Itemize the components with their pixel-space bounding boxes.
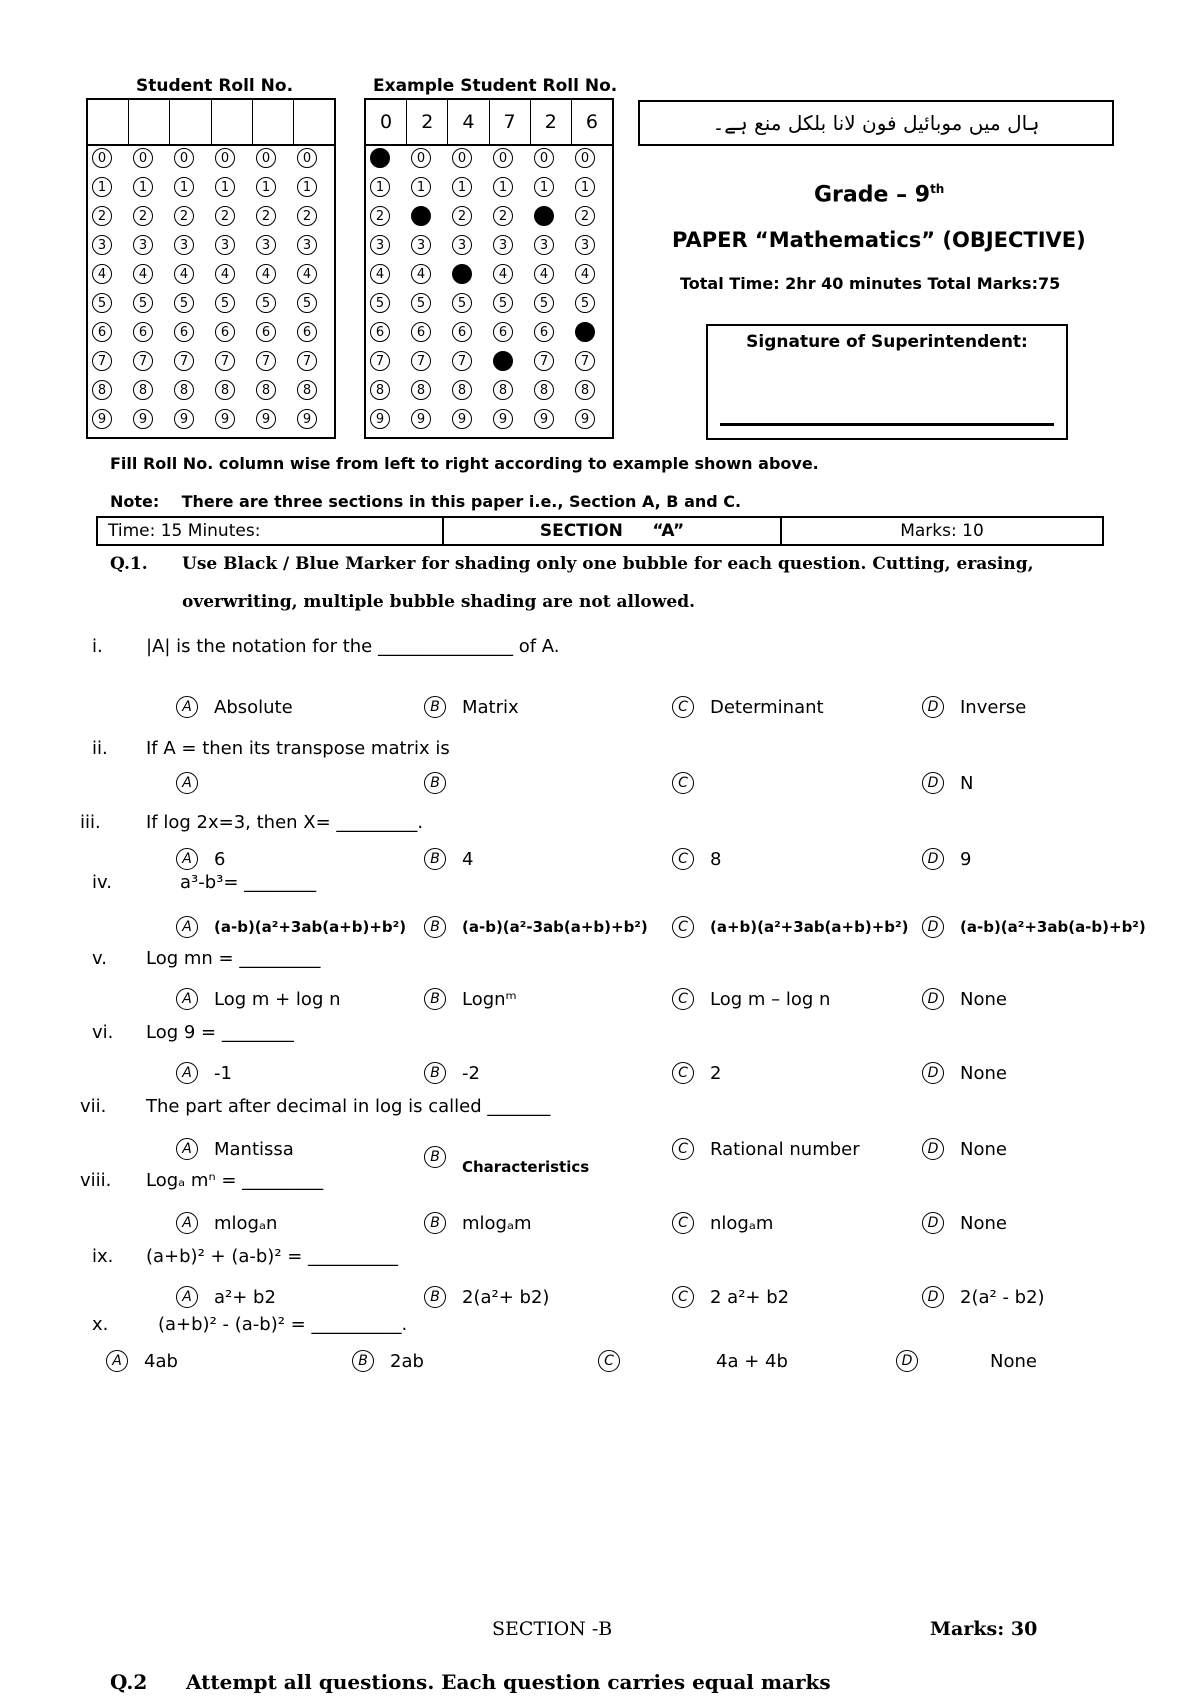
- bubble-digit[interactable]: 8: [297, 380, 317, 400]
- bubble-digit: 4: [534, 264, 554, 284]
- bubble-digit[interactable]: 3: [297, 235, 317, 255]
- option-label: nlogₐm: [710, 1212, 774, 1234]
- bubble-digit: 3: [575, 235, 595, 255]
- example-digit-box: 6: [585, 111, 598, 133]
- bubble-digit[interactable]: 4: [174, 264, 194, 284]
- option-label: 2(a²+ b2): [462, 1286, 550, 1308]
- section-a-time: Time: 15 Minutes:: [98, 518, 444, 544]
- option-a[interactable]: [176, 696, 293, 718]
- bubble-digit: 9: [575, 409, 595, 429]
- bubble-digit[interactable]: 3: [256, 235, 276, 255]
- signature-box[interactable]: [706, 324, 1068, 440]
- example-digit-box: 7: [490, 100, 531, 144]
- option-a[interactable]: [106, 1350, 178, 1372]
- option-bubble[interactable]: C: [672, 696, 694, 718]
- bubble-digit[interactable]: 6: [215, 322, 235, 342]
- option-label: 8: [710, 848, 722, 870]
- option-label: 6: [214, 848, 226, 870]
- bubble-digit[interactable]: 9: [92, 409, 112, 429]
- bubble-digit: 9: [493, 409, 513, 429]
- bubble-digit: 0: [534, 148, 554, 168]
- option-label: (a-b)(a²-3ab(a+b)+b²): [462, 918, 648, 936]
- bubble-digit[interactable]: 6: [174, 322, 194, 342]
- example-digit-box: 2: [407, 100, 448, 144]
- bubble-digit[interactable]: 0: [215, 148, 235, 168]
- bubble-digit[interactable]: 5: [215, 293, 235, 313]
- question-text: Logₐ mⁿ = _________: [146, 1170, 324, 1191]
- bubble-digit[interactable]: 7: [215, 351, 235, 371]
- option-bubble[interactable]: A: [176, 1212, 198, 1234]
- bubble-digit: 5: [370, 293, 390, 313]
- option-label: Absolute: [214, 696, 293, 718]
- option-d[interactable]: [922, 1286, 1045, 1308]
- roll-digit-box[interactable]: [253, 100, 294, 144]
- option-b[interactable]: [424, 1062, 480, 1084]
- question-text: (a+b)² + (a-b)² = __________: [146, 1246, 399, 1267]
- bubble-digit: 1: [493, 177, 513, 197]
- bubble-digit: 1: [452, 177, 472, 197]
- option-label: 2(a² - b2): [960, 1286, 1045, 1308]
- option-b[interactable]: [424, 988, 517, 1010]
- bubble-digit: 7: [575, 351, 595, 371]
- option-label: (a+b)(a²+3ab(a+b)+b²): [710, 918, 909, 936]
- option-a[interactable]: [176, 848, 225, 870]
- option-bubble[interactable]: C: [672, 916, 694, 938]
- option-d[interactable]: [922, 988, 1007, 1010]
- mobile-ban-notice: ہال میں موبائیل فون لانا بلکل منع ہے۔: [638, 100, 1114, 146]
- option-bubble[interactable]: C: [672, 988, 694, 1010]
- option-bubble[interactable]: C: [598, 1350, 620, 1372]
- option-label: 4a + 4b: [716, 1350, 788, 1372]
- option-bubble[interactable]: A: [106, 1350, 128, 1372]
- option-label: -2: [462, 1062, 480, 1084]
- bubble-digit[interactable]: 8: [256, 380, 276, 400]
- option-c[interactable]: [672, 772, 710, 794]
- question-number: ix.: [92, 1246, 114, 1267]
- option-bubble[interactable]: D: [922, 1138, 944, 1160]
- option-d[interactable]: [922, 848, 971, 870]
- bubble-digit[interactable]: 4: [215, 264, 235, 284]
- bubble-digit: 2: [370, 206, 390, 226]
- option-a[interactable]: [176, 1286, 276, 1308]
- question-number: vi.: [92, 1022, 114, 1043]
- bubble-digit: 0: [575, 148, 595, 168]
- option-bubble[interactable]: A: [176, 1138, 198, 1160]
- option-c[interactable]: [672, 1212, 773, 1234]
- bubble-digit: 6: [452, 322, 472, 342]
- bubble-digit: 4: [411, 264, 431, 284]
- bubble-digit: 6: [411, 322, 431, 342]
- bubble-digit: 6: [493, 322, 513, 342]
- bubble-digit: 3: [452, 235, 472, 255]
- bubble-digit: 4: [493, 264, 513, 284]
- option-label: -1: [214, 1062, 232, 1084]
- bubble-digit[interactable]: 2: [297, 206, 317, 226]
- option-bubble[interactable]: B: [424, 772, 446, 794]
- bubble-digit: 0: [452, 148, 472, 168]
- option-label: Log m – log n: [710, 988, 831, 1010]
- example-digit-box: 0: [366, 100, 407, 144]
- option-bubble[interactable]: C: [672, 772, 694, 794]
- bubble-digit[interactable]: 7: [256, 351, 276, 371]
- bubble-digit: 2: [493, 206, 513, 226]
- option-label: Matrix: [462, 696, 519, 718]
- bubble-digit[interactable]: 3: [215, 235, 235, 255]
- bubble-filled: [411, 206, 431, 226]
- question-text: |A| is the notation for the _______________ of A.: [146, 636, 560, 657]
- option-bubble[interactable]: D: [896, 1350, 918, 1372]
- option-bubble[interactable]: B: [424, 1062, 446, 1084]
- option-bubble[interactable]: D: [922, 1062, 944, 1084]
- bubble-digit[interactable]: 8: [133, 380, 153, 400]
- option-d[interactable]: [922, 1138, 1007, 1160]
- bubble-digit: 8: [493, 380, 513, 400]
- bubble-digit[interactable]: 6: [133, 322, 153, 342]
- question-number: iii.: [80, 812, 101, 833]
- bubble-digit: 9: [370, 409, 390, 429]
- question-text: Log mn = _________: [146, 948, 321, 969]
- bubble-digit: 8: [534, 380, 554, 400]
- roll-digit-box[interactable]: [294, 100, 334, 144]
- bubble-digit[interactable]: 9: [133, 409, 153, 429]
- bubble-digit[interactable]: 8: [174, 380, 194, 400]
- bubble-digit[interactable]: 1: [297, 177, 317, 197]
- section-b-marks: Marks: 30: [930, 1618, 1038, 1640]
- bubble-digit: 8: [370, 380, 390, 400]
- option-d[interactable]: [922, 1212, 1007, 1234]
- option-label: Log m + log n: [214, 988, 341, 1010]
- bubble-digit[interactable]: 0: [256, 148, 276, 168]
- question-number: i.: [92, 636, 103, 657]
- bubble-digit: 5: [534, 293, 554, 313]
- option-b[interactable]: [352, 1350, 424, 1372]
- option-bubble[interactable]: A: [176, 848, 198, 870]
- option-b[interactable]: [424, 1286, 549, 1308]
- question-text: If log 2x=3, then X= _________.: [146, 812, 424, 833]
- option-label: 2ab: [390, 1350, 424, 1372]
- option-b[interactable]: [424, 1212, 532, 1234]
- option-bubble[interactable]: B: [352, 1350, 374, 1372]
- option-d[interactable]: [922, 696, 1026, 718]
- option-bubble[interactable]: B: [424, 1212, 446, 1234]
- bubble-digit: 5: [493, 293, 513, 313]
- bubble-digit[interactable]: 5: [174, 293, 194, 313]
- bubble-digit: 9: [411, 409, 431, 429]
- option-d[interactable]: [896, 1350, 1037, 1372]
- bubble-digit[interactable]: 6: [256, 322, 276, 342]
- option-a[interactable]: [176, 772, 214, 794]
- bubble-digit[interactable]: 1: [174, 177, 194, 197]
- option-bubble[interactable]: D: [922, 848, 944, 870]
- bubble-digit: 5: [411, 293, 431, 313]
- option-b[interactable]: [424, 916, 648, 938]
- bubble-digit[interactable]: 3: [92, 235, 112, 255]
- student-roll-grid[interactable]: [86, 98, 336, 439]
- option-bubble[interactable]: D: [922, 1212, 944, 1234]
- bubble-digit[interactable]: 3: [133, 235, 153, 255]
- bubble-digit: 0: [493, 148, 513, 168]
- roll-instruction: Fill Roll No. column wise from left to right according to example shown above.: [110, 454, 819, 473]
- example-roll-grid: [364, 98, 614, 439]
- bubble-digit[interactable]: 1: [256, 177, 276, 197]
- bubble-digit[interactable]: 7: [174, 351, 194, 371]
- option-c[interactable]: [672, 988, 830, 1010]
- bubble-digit[interactable]: 3: [174, 235, 194, 255]
- bubble-digit[interactable]: 0: [297, 148, 317, 168]
- option-a[interactable]: [176, 1062, 232, 1084]
- q2-number: Q.2: [110, 1670, 148, 1694]
- bubble-digit[interactable]: 2: [92, 206, 112, 226]
- question-number: iv.: [92, 872, 112, 893]
- bubble-digit[interactable]: 5: [92, 293, 112, 313]
- q1-number: Q.1.: [110, 554, 148, 574]
- roll-digit-box[interactable]: [170, 100, 211, 144]
- option-bubble[interactable]: A: [176, 988, 198, 1010]
- option-label: (a-b)(a²+3ab(a-b)+b²): [960, 918, 1146, 936]
- question-text: Log 9 = ________: [146, 1022, 294, 1043]
- bubble-digit: 1: [411, 177, 431, 197]
- option-d[interactable]: [922, 772, 973, 794]
- bubble-digit: 7: [411, 351, 431, 371]
- bubble-digit: 7: [452, 351, 472, 371]
- bubble-digit[interactable]: 9: [256, 409, 276, 429]
- option-b[interactable]: [424, 772, 462, 794]
- q1-text-line1: Use Black / Blue Marker for shading only one bubble for each question. Cutting, erasing,: [182, 554, 1034, 574]
- bubble-digit: 5: [575, 293, 595, 313]
- bubble-digit[interactable]: 1: [215, 177, 235, 197]
- bubble-digit: 6: [534, 322, 554, 342]
- bubble-filled: [370, 148, 390, 168]
- option-label: None: [960, 1138, 1007, 1160]
- student-roll-label: Student Roll No.: [136, 76, 294, 96]
- option-b[interactable]: [424, 848, 473, 870]
- bubble-digit[interactable]: 5: [256, 293, 276, 313]
- bubble-digit: 2: [452, 206, 472, 226]
- paper-title: PAPER “Mathematics” (OBJECTIVE): [672, 228, 1086, 252]
- option-label: Rational number: [710, 1138, 860, 1160]
- bubble-digit: 4: [575, 264, 595, 284]
- section-a-title: SECTION “A”: [444, 518, 782, 544]
- option-bubble[interactable]: D: [922, 696, 944, 718]
- option-bubble[interactable]: A: [176, 772, 198, 794]
- example-digit-box: 2: [531, 100, 572, 144]
- bubble-digit: 1: [534, 177, 554, 197]
- option-bubble[interactable]: B: [424, 696, 446, 718]
- bubble-digit: 7: [370, 351, 390, 371]
- bubble-digit[interactable]: 2: [174, 206, 194, 226]
- bubble-digit[interactable]: 4: [92, 264, 112, 284]
- option-bubble[interactable]: B: [424, 1286, 446, 1308]
- option-d[interactable]: [922, 1062, 1007, 1084]
- option-a[interactable]: [176, 988, 341, 1010]
- option-label: 4ab: [144, 1350, 178, 1372]
- bubble-digit[interactable]: 8: [215, 380, 235, 400]
- option-label: Mantissa: [214, 1138, 294, 1160]
- option-bubble[interactable]: D: [922, 916, 944, 938]
- bubble-digit[interactable]: 9: [174, 409, 194, 429]
- bubble-digit: 3: [493, 235, 513, 255]
- bubble-digit[interactable]: 4: [133, 264, 153, 284]
- option-b[interactable]: [424, 1138, 589, 1176]
- bubble-digit[interactable]: 0: [174, 148, 194, 168]
- section-a-header: [96, 516, 1104, 546]
- bubble-digit: 9: [534, 409, 554, 429]
- question-number: ii.: [92, 738, 108, 759]
- option-label: Characteristics: [462, 1158, 590, 1176]
- bubble-digit: 3: [534, 235, 554, 255]
- bubble-digit[interactable]: 1: [92, 177, 112, 197]
- option-label: 4: [462, 848, 474, 870]
- bubble-digit[interactable]: 5: [297, 293, 317, 313]
- option-bubble[interactable]: A: [176, 1062, 198, 1084]
- option-c[interactable]: [672, 1138, 860, 1160]
- roll-digit-box[interactable]: [129, 100, 170, 144]
- section-b-title: SECTION -B: [492, 1618, 613, 1640]
- question-text: If A = then its transpose matrix is: [146, 738, 450, 759]
- section-a-marks: Marks: 10: [900, 521, 984, 541]
- option-bubble[interactable]: B: [424, 848, 446, 870]
- question-text: The part after decimal in log is called _______: [146, 1096, 551, 1117]
- bubble-digit[interactable]: 9: [215, 409, 235, 429]
- bubble-digit[interactable]: 4: [256, 264, 276, 284]
- option-label: 2 a²+ b2: [710, 1286, 790, 1308]
- option-bubble[interactable]: D: [922, 988, 944, 1010]
- bubble-digit: 5: [452, 293, 472, 313]
- bubble-digit[interactable]: 6: [92, 322, 112, 342]
- option-bubble[interactable]: C: [672, 1138, 694, 1160]
- option-label: 2: [710, 1062, 722, 1084]
- roll-digit-box[interactable]: [212, 100, 253, 144]
- option-bubble[interactable]: D: [922, 772, 944, 794]
- option-b[interactable]: [424, 696, 519, 718]
- bubble-filled: [534, 206, 554, 226]
- bubble-digit[interactable]: 2: [256, 206, 276, 226]
- bubble-digit[interactable]: 5: [133, 293, 153, 313]
- bubble-digit: 1: [575, 177, 595, 197]
- bubble-digit[interactable]: 8: [92, 380, 112, 400]
- option-label: a²+ b2: [214, 1286, 276, 1308]
- bubble-digit[interactable]: 7: [133, 351, 153, 371]
- question-text: a³-b³= ________: [180, 872, 317, 893]
- grade-label: Grade – 9th: [814, 182, 945, 208]
- option-c[interactable]: [672, 1062, 721, 1084]
- example-digit-box: 4: [448, 100, 489, 144]
- option-c[interactable]: [672, 696, 824, 718]
- option-label: None: [960, 1212, 1007, 1234]
- bubble-digit: 1: [370, 177, 390, 197]
- option-c[interactable]: [672, 848, 721, 870]
- option-bubble[interactable]: A: [176, 696, 198, 718]
- option-bubble[interactable]: B: [424, 916, 446, 938]
- roll-digit-box[interactable]: [88, 100, 129, 144]
- bubble-digit: 8: [411, 380, 431, 400]
- bubble-digit: 7: [534, 351, 554, 371]
- question-number: v.: [92, 948, 107, 969]
- option-label: None: [960, 988, 1007, 1010]
- bubble-digit[interactable]: 1: [133, 177, 153, 197]
- bubble-filled: [575, 322, 595, 342]
- option-a[interactable]: [176, 1138, 294, 1160]
- option-bubble[interactable]: B: [424, 1146, 446, 1168]
- bubble-digit[interactable]: 2: [215, 206, 235, 226]
- signature-label: Signature of Superintendent:: [746, 332, 1028, 352]
- bubble-digit: 8: [575, 380, 595, 400]
- bubble-digit[interactable]: 2: [133, 206, 153, 226]
- bubble-digit: 9: [452, 409, 472, 429]
- bubble-digit[interactable]: 9: [297, 409, 317, 429]
- bubble-digit: 3: [370, 235, 390, 255]
- bubble-digit: 4: [370, 264, 390, 284]
- note: Note: There are three sections in this paper i.e., Section A, B and C.: [110, 492, 742, 511]
- option-label: None: [990, 1350, 1037, 1372]
- option-c[interactable]: [598, 1350, 788, 1372]
- question-number: x.: [92, 1314, 109, 1335]
- question-text: (a+b)² - (a-b)² = __________.: [158, 1314, 408, 1335]
- bubble-digit[interactable]: 7: [92, 351, 112, 371]
- bubble-digit[interactable]: 6: [297, 322, 317, 342]
- option-label: 9: [960, 848, 972, 870]
- bubble-digit: 8: [452, 380, 472, 400]
- example-roll-label: Example Student Roll No.: [373, 76, 618, 96]
- option-label: N: [960, 772, 974, 794]
- bubble-digit: 6: [370, 322, 390, 342]
- option-d[interactable]: [922, 916, 1146, 938]
- option-bubble[interactable]: B: [424, 988, 446, 1010]
- time-marks: Total Time: 2hr 40 minutes Total Marks:75: [680, 274, 1061, 293]
- option-label: mlogₐm: [462, 1212, 532, 1234]
- option-bubble[interactable]: C: [672, 1212, 694, 1234]
- option-bubble[interactable]: C: [672, 848, 694, 870]
- option-label: mlogₐn: [214, 1212, 278, 1234]
- option-label: Lognᵐ: [462, 988, 517, 1010]
- option-c[interactable]: [672, 1286, 789, 1308]
- option-bubble[interactable]: A: [176, 916, 198, 938]
- bubble-digit: 3: [411, 235, 431, 255]
- option-label: Determinant: [710, 696, 824, 718]
- bubble-digit: 0: [411, 148, 431, 168]
- bubble-digit[interactable]: 0: [92, 148, 112, 168]
- option-a[interactable]: [176, 1212, 277, 1234]
- question-number: viii.: [80, 1170, 112, 1191]
- option-c[interactable]: [672, 916, 908, 938]
- option-bubble[interactable]: C: [672, 1062, 694, 1084]
- signature-line: [720, 423, 1054, 426]
- option-bubble[interactable]: C: [672, 1286, 694, 1308]
- bubble-filled: [452, 264, 472, 284]
- option-a[interactable]: [176, 916, 406, 938]
- option-bubble[interactable]: A: [176, 1286, 198, 1308]
- bubble-digit[interactable]: 0: [133, 148, 153, 168]
- option-label: (a-b)(a²+3ab(a+b)+b²): [214, 918, 407, 936]
- option-label: Inverse: [960, 696, 1027, 718]
- bubble-digit: 2: [575, 206, 595, 226]
- bubble-digit[interactable]: 7: [297, 351, 317, 371]
- question-number: vii.: [80, 1096, 107, 1117]
- option-bubble[interactable]: D: [922, 1286, 944, 1308]
- bubble-digit[interactable]: 4: [297, 264, 317, 284]
- q2-text: Attempt all questions. Each question carries equal marks: [186, 1670, 831, 1694]
- q1-text-line2: overwriting, multiple bubble shading are not allowed.: [182, 592, 695, 612]
- bubble-filled: [493, 351, 513, 371]
- option-label: None: [960, 1062, 1007, 1084]
